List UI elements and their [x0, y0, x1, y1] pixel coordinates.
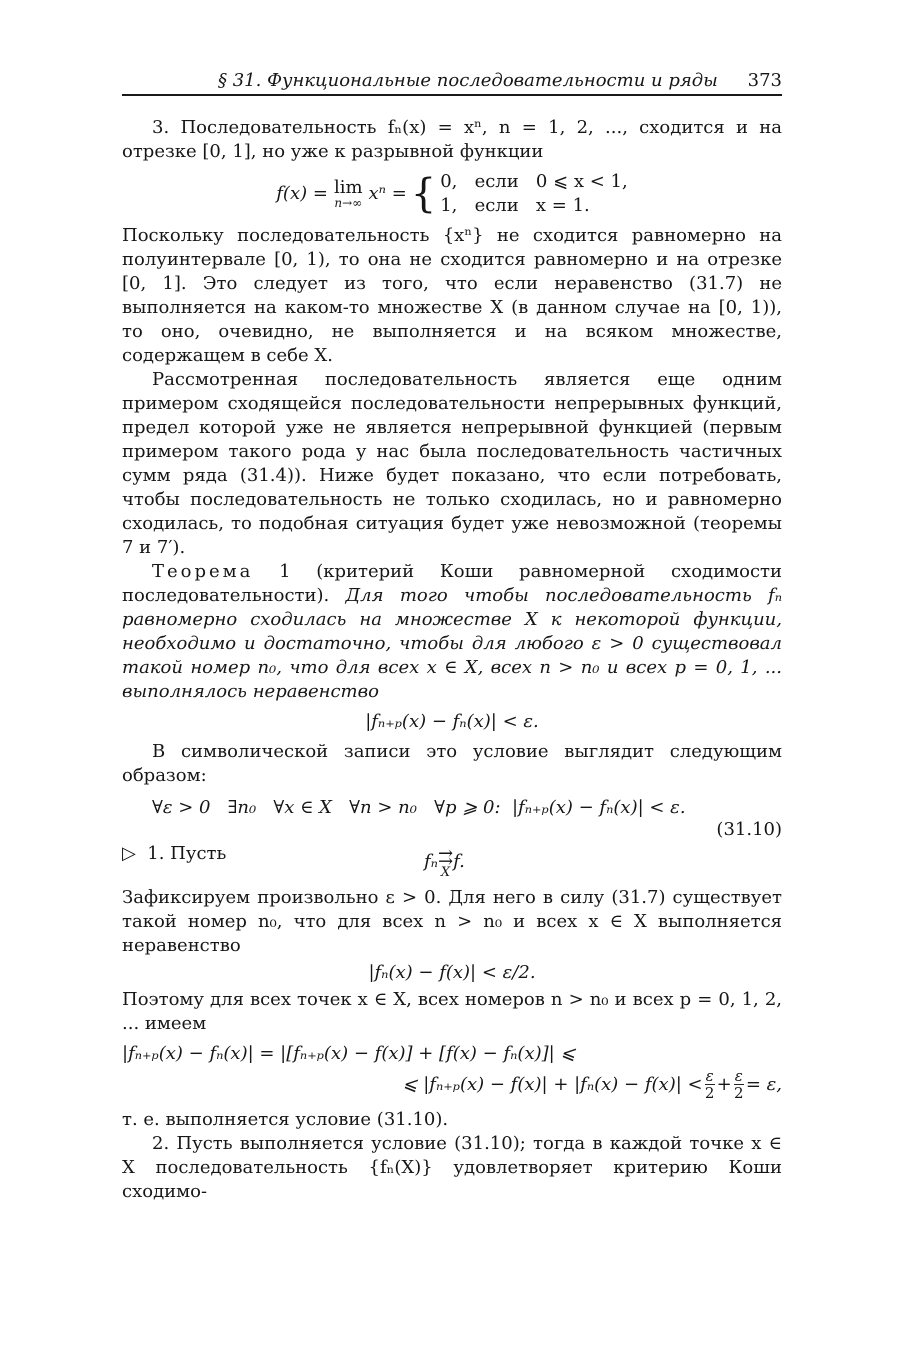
- paragraph-therefore: Поэтому для всех точек x ∈ X, всех номеров n > n₀ и всех p = 0, 1, 2, ... имеем: [122, 989, 782, 1034]
- formula-limit-function: [122, 164, 782, 224]
- frac-num-1: ε: [705, 1067, 714, 1085]
- plus-sign: +: [716, 1073, 732, 1095]
- estimate-end: = ε,: [745, 1073, 782, 1095]
- fraction-eps-half-2: [734, 1068, 744, 1101]
- theorem-statement: Для того чтобы последовательность fₙ равномерно сходилась на множестве X к некоторой функции, необходимо и достаточно, чтобы для любого ε > 0 существовал такой номер n₀, что для всех x ∈ X, всех n > n₀ и всех p = 0, 1, ... выполнялось неравенство: [122, 585, 782, 702]
- piecewise-cases: [440, 170, 628, 218]
- arrow-subscript: X: [440, 865, 451, 880]
- estimate-line-2: [402, 1068, 782, 1101]
- frac-den-2: 2: [734, 1084, 744, 1102]
- fn-symbol: fₙ: [424, 851, 438, 872]
- formula-lhs: f(x) =: [276, 183, 328, 204]
- frac-num-2: ε: [734, 1067, 743, 1085]
- equation-label: (31.10): [716, 819, 782, 840]
- paragraph-symbolic: В символической записи это условие выглядит следующим образом:: [122, 741, 782, 786]
- formula-power: xⁿ =: [368, 183, 407, 204]
- theorem-1: [122, 560, 782, 704]
- symbolic-condition: ∀ε > 0 ∃n₀ ∀x ∈ X ∀n > n₀ ∀p ⩾ 0: |fₙ₊ₚ(x) − fₙ(x)| < ε.: [152, 797, 686, 818]
- formula-uniform-conv: [424, 847, 465, 880]
- uniform-arrow: [437, 847, 454, 880]
- paragraph-conclusion: т. е. выполняется условие (31.10).: [122, 1109, 449, 1130]
- paragraph-discussion: Рассмотренная последовательность является еще одним примером сходящейся последовательности непрерывных функций, предел которой уже не является непрерывной функцией (первым примером такого рода у нас была последовательность частичных сумм ряда (31.4)). Ниже будет показано, что если потребовать, чтобы последовательность не только сходилась, но и равномерно сходилась, то подобная ситуация будет уже невозможной (теоремы 7 и 7′).: [122, 369, 782, 558]
- limit-operator: [334, 179, 363, 209]
- proof-step-2: 2. Пусть выполняется условие (31.10); тогда в каждой точке x ∈ X последовательность {fₙ(X)} удовлетворяет критерию Коши сходимо-: [122, 1133, 782, 1202]
- paragraph-example-3: 3. Последовательность fₙ(x) = xⁿ, n = 1, 2, ..., сходится и на отрезке [0, 1], но уже к разрывной функции: [122, 117, 782, 162]
- half-epsilon-inequality: |fₙ(x) − f(x)| < ε/2.: [368, 962, 536, 983]
- formula-cauchy-inequality: [122, 704, 782, 740]
- limit-word: lim: [333, 177, 363, 198]
- arrow-glyph: ⇉: [437, 847, 454, 868]
- formula-31-10: [122, 788, 782, 842]
- theorem-word: Теорема: [152, 561, 254, 582]
- proof-part-1-start: [122, 842, 782, 886]
- theorem-heading: 1 (критерий Коши равномерной сходимости последовательности).: [122, 561, 782, 606]
- running-header: [122, 70, 782, 94]
- estimate-line-1: |fₙ₊ₚ(x) − fₙ(x)| = |[fₙ₊ₚ(x) − f(x)] + [f(x) − fₙ(x)]| ⩽: [122, 1043, 576, 1064]
- paragraph-fix-epsilon: Зафиксируем произвольно ε > 0. Для него в силу (31.7) существует такой номер n₀, что для всех n > n₀ и всех x ∈ X выполняется неравенство: [122, 887, 782, 956]
- f-symbol: f.: [453, 851, 465, 872]
- formula-triangle-estimate: [122, 1036, 782, 1108]
- case-second: 1, если x = 1.: [440, 195, 590, 216]
- page-number: 373: [747, 70, 782, 91]
- frac-den-1: 2: [704, 1084, 715, 1102]
- paragraph-nonuniform: Поскольку последовательность {xⁿ} не сходится равномерно на полуинтервале [0, 1), то она не сходится равномерно и на отрезке [0, 1]. Это следует из того, что если неравенство (31.7) не выполняется на каком-то множестве X (в данном случае на [0, 1)), то оно, очевидно, не выполняется и на всяком множестве, содержащем в себе X.: [122, 225, 782, 366]
- proof-step-1: ▷ 1. Пусть: [122, 843, 227, 864]
- running-title: § 31. Функциональные последовательности и ряды: [218, 70, 718, 91]
- cauchy-inequality: |fₙ₊ₚ(x) − fₙ(x)| < ε.: [365, 711, 539, 732]
- case-first: 0, если 0 ⩽ x < 1,: [440, 171, 628, 192]
- page-body: [122, 116, 782, 1204]
- fraction-eps-half-1: [705, 1068, 715, 1101]
- left-brace: {: [410, 171, 437, 217]
- estimate-sum: ⩽ |fₙ₊ₚ(x) − f(x)| + |fₙ(x) − f(x)| <: [402, 1073, 703, 1095]
- header-rule: [122, 94, 782, 96]
- limit-subscript: n→∞: [334, 196, 363, 210]
- formula-half-epsilon: [122, 958, 782, 988]
